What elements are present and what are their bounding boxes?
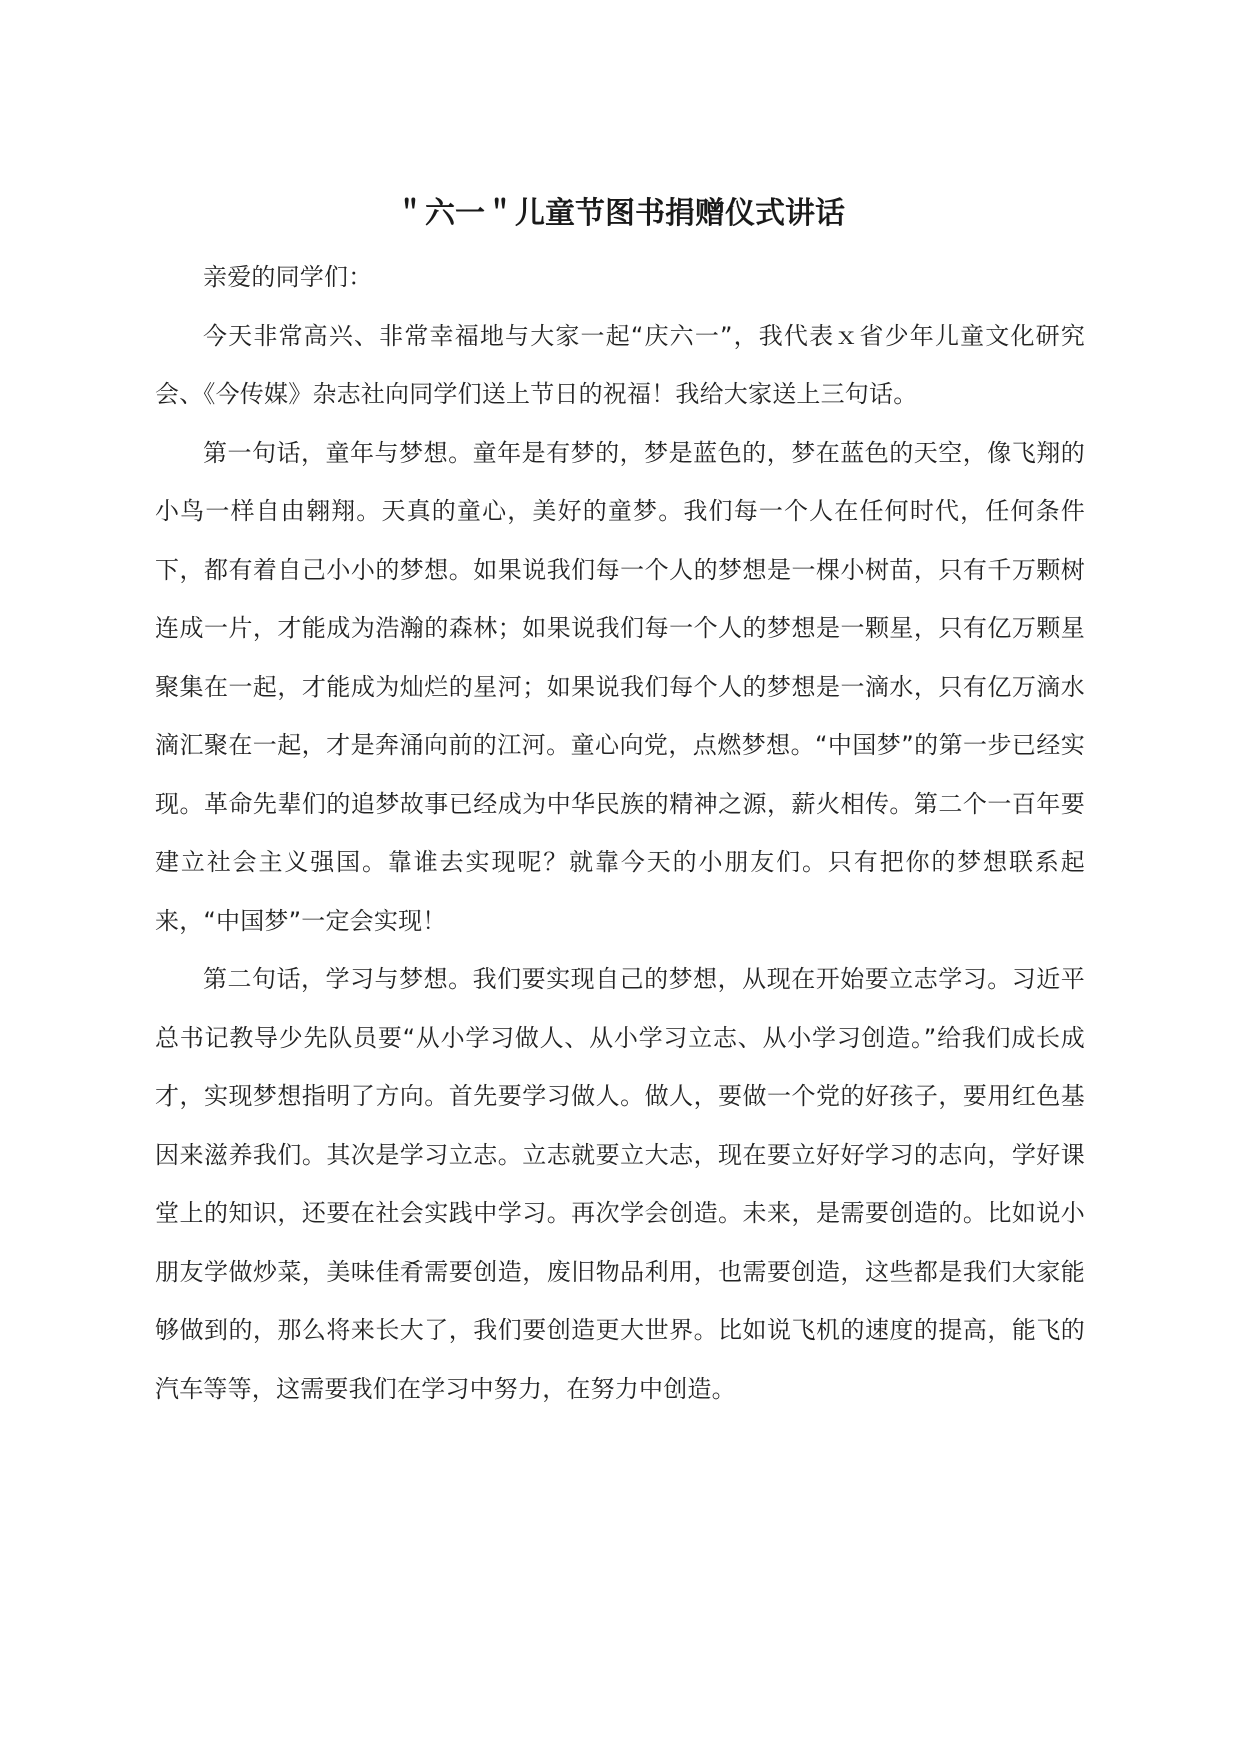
paragraph-intro: 今天非常高兴、非常幸福地与大家一起“庆六一”，我代表ｘ省少年儿童文化研究会、《今传媒》杂志社向同学们送上节日的祝福！我给大家送上三句话。 — [155, 321, 1085, 408]
paragraph-greeting: 亲爱的同学们： — [203, 263, 373, 291]
page-title: ＂六一＂儿童节图书捐赠仪式讲话 — [395, 196, 845, 231]
document-body — [155, 248, 1085, 1418]
paragraph-childhood-dream: 第一句话，童年与梦想。童年是有梦的，梦是蓝色的，梦在蓝色的天空，像飞翔的小鸟一样自由翱翔。天真的童心，美好的童梦。我们每一个人在任何时代，任何条件下，都有着自己小小的梦想。如果说我们每一个人的梦想是一棵小树苗，只有千万颗树连成一片，才能成为浩瀚的森林；如果说我们每一个人的梦想是一颗星，只有亿万颗星聚集在一起，才能成为灿烂的星河；如果说我们每个人的梦想是一滴水，只有亿万滴水滴汇聚在一起，才是奔涌向前的江河。童心向党，点燃梦想。“中国梦”的第一步已经实现。革命先辈们的追梦故事已经成为中华民族的精神之源，薪火相传。第二个一百年要建立社会主义强国。靠谁去实现呢？就靠今天的小朋友们。只有把你的梦想联系起来，“中国梦”一定会实现！ — [155, 438, 1085, 935]
paragraph-study-dream: 第二句话，学习与梦想。我们要实现自己的梦想，从现在开始要立志学习。习近平总书记教导少先队员要“从小学习做人、从小学习立志、从小学习创造。”给我们成长成才，实现梦想指明了方向。首先要学习做人。做人，要做一个党的好孩子，要用红色基因来滋养我们。其次是学习立志。立志就要立大志，现在要立好好学习的志向，学好课堂上的知识，还要在社会实践中学习。再次学会创造。未来，是需要创造的。比如说小朋友学做炒菜，美味佳肴需要创造，废旧物品利用，也需要创造，这些都是我们大家能够做到的，那么将来长大了，我们要创造更大世界。比如说飞机的速度的提高，能飞的汽车等等，这需要我们在学习中努力，在努力中创造。 — [155, 965, 1085, 1403]
